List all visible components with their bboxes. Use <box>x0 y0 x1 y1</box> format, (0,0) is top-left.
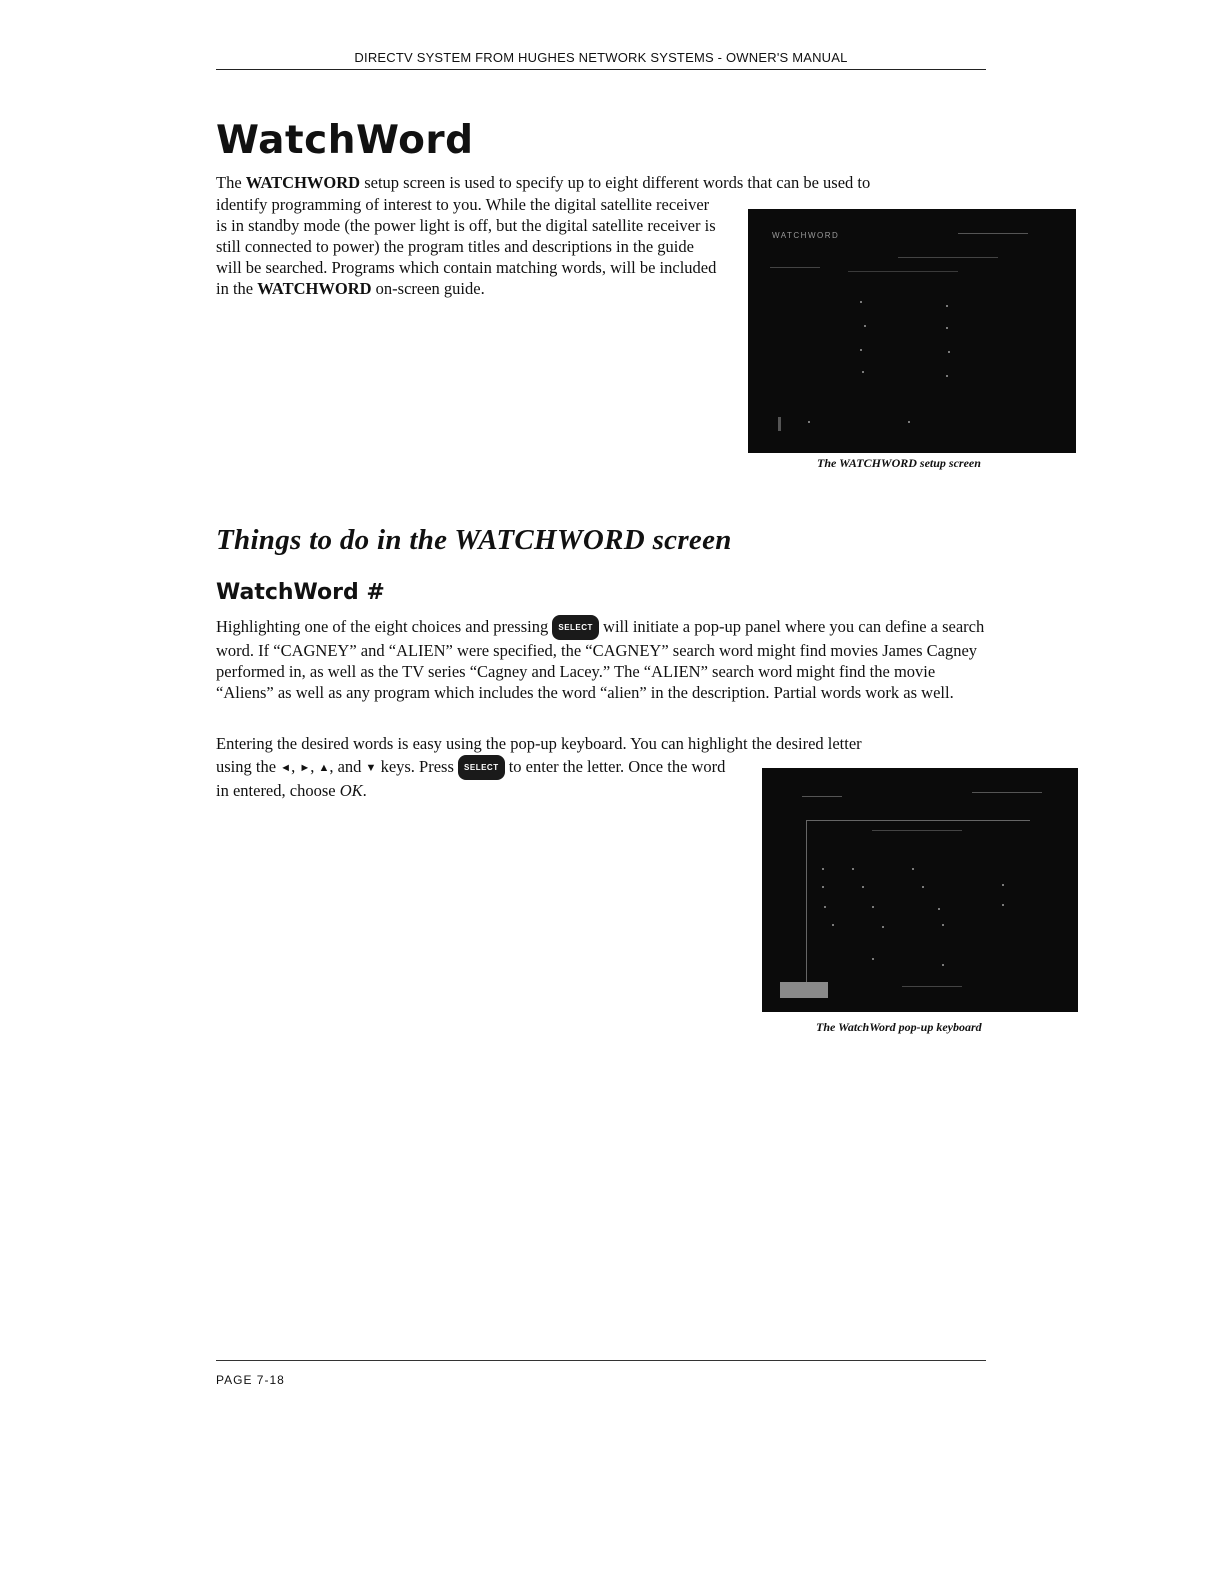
screen-speck <box>864 325 866 327</box>
screen-speck <box>942 924 944 926</box>
intro-first-line: The WATCHWORD setup screen is used to specify up to eight different words that can be used to <box>216 173 871 192</box>
figure-caption: The WATCHWORD setup screen <box>817 456 981 470</box>
screen-speck <box>778 417 781 431</box>
screen-speck <box>882 926 884 928</box>
screen-speck <box>942 964 944 966</box>
screen-speck <box>908 421 910 423</box>
screen-speck <box>822 868 824 870</box>
screen-speck <box>832 924 834 926</box>
screen-speck <box>862 886 864 888</box>
screen-speck <box>898 257 998 258</box>
screen-speck <box>872 958 874 960</box>
right-arrow-icon: ► <box>299 762 311 774</box>
watchword-paragraph: Highlighting one of the eight choices and pressing SELECT will initiate a pop-up panel where you can define a search word. If “CAGNEY” and “ALIEN” were specified, the “CAGNEY” search word might find movies James Cagney performed in, as well as the TV series “Cagney and Lacey.” The “ALIEN” search word might find the movie “Aliens” as well as any program which includes the word “alien” in the description. Partial words work as well. <box>216 617 985 702</box>
screen-speck <box>922 886 924 888</box>
screen-speck <box>770 267 820 268</box>
down-arrow-icon: ▼ <box>365 762 377 774</box>
subsection-heading: WatchWord # <box>216 580 385 605</box>
up-arrow-icon: ▲ <box>318 762 330 774</box>
screen-speck <box>852 868 854 870</box>
header-rule <box>216 69 986 70</box>
screen-speck <box>860 349 862 351</box>
screen-speck <box>860 301 862 303</box>
screen-speck <box>822 886 824 888</box>
figure-caption: The WatchWord pop-up keyboard <box>816 1020 982 1034</box>
screen-speck <box>938 908 940 910</box>
watchword-term: WATCHWORD <box>245 173 361 192</box>
watchword-keyboard-screen-image <box>762 768 1078 1012</box>
select-button-icon: SELECT <box>458 755 505 780</box>
left-arrow-icon: ◄ <box>280 762 292 774</box>
screen-speck <box>872 830 962 831</box>
screen-speck <box>780 982 828 998</box>
running-header: DIRECTV SYSTEM FROM HUGHES NETWORK SYSTEMS - OWNER'S MANUAL <box>354 50 848 65</box>
screen-speck <box>806 820 1030 821</box>
screen-speck <box>972 792 1042 793</box>
footer-rule <box>216 1360 986 1361</box>
screen-speck <box>912 868 914 870</box>
screen-speck <box>848 271 958 272</box>
intro-paragraph: identify programming of interest to you. While the digital satellite receiver is in standby mode (the power light is off, but the digital satellite receiver is still connected to power) the program titles and descriptions in the guide will be searched. Programs which contain matching words, will be included in the WATCHWORD on-screen guide. <box>216 195 717 298</box>
screen-speck <box>902 986 962 987</box>
screen-speck <box>946 375 948 377</box>
screen-speck <box>1002 904 1004 906</box>
screen-label: WATCHWORD <box>772 231 840 240</box>
screen-speck <box>806 820 807 990</box>
section-title: Things to do in the WATCHWORD screen <box>216 524 732 556</box>
page-number: PAGE 7-18 <box>216 1373 285 1387</box>
ok-term: OK <box>339 781 363 800</box>
keyboard-paragraph-first-line: Entering the desired words is easy using the pop-up keyboard. You can highlight the desired letter <box>216 734 862 753</box>
screen-speck <box>802 796 842 797</box>
screen-speck <box>824 906 826 908</box>
screen-speck <box>1002 884 1004 886</box>
watchword-setup-screen-image <box>748 209 1076 453</box>
screen-speck <box>808 421 810 423</box>
keyboard-paragraph: using the ◄, ►, ▲, and ▼ keys. Press SELECT to enter the letter. Once the word in entered, choose OK. <box>216 757 726 800</box>
screen-speck <box>946 305 948 307</box>
watchword-term: WATCHWORD <box>257 279 372 298</box>
screen-speck <box>872 906 874 908</box>
screen-speck <box>958 233 1028 234</box>
screen-speck <box>862 371 864 373</box>
select-button-icon: SELECT <box>552 615 599 640</box>
screen-speck <box>946 327 948 329</box>
page-title: WatchWord <box>216 118 474 163</box>
screen-speck <box>948 351 950 353</box>
